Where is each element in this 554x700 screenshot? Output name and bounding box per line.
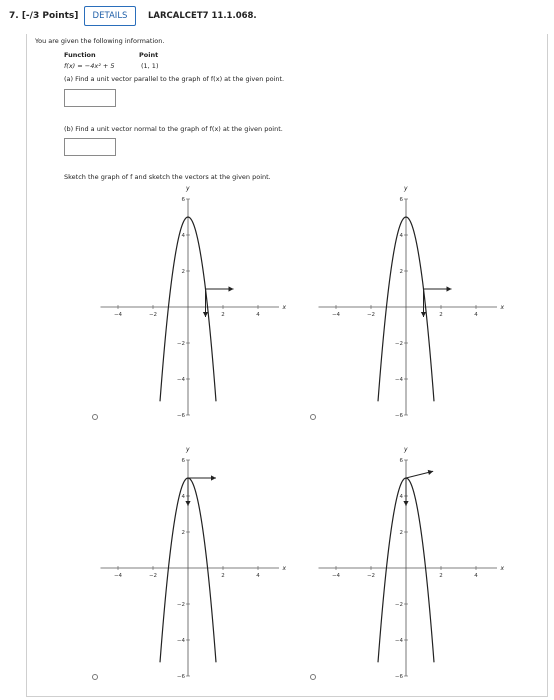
vector-arrow-head: [447, 286, 452, 291]
problem-code: LARCALCET7 11.1.068.: [148, 11, 257, 21]
function-value: f(x) = −4x² + 5: [64, 62, 115, 70]
vector-arrow-head: [211, 475, 216, 480]
y-tick-label: −4: [394, 638, 403, 644]
intro-text: You are given the following information.: [35, 37, 165, 45]
x-tick-label: −2: [366, 312, 376, 318]
y-tick-label: 4: [399, 233, 403, 239]
x-tick-label: 2: [221, 312, 225, 318]
x-tick-label: 2: [221, 573, 225, 579]
details-button[interactable]: DETAILS: [84, 6, 136, 26]
y-tick-label: −2: [176, 602, 185, 608]
x-tick-label: 4: [474, 312, 478, 318]
graph-option-3: [93, 443, 288, 683]
y-tick-label: −4: [394, 377, 403, 383]
graph-option-4: [311, 443, 506, 683]
y-axis-label: y: [186, 185, 190, 192]
part-b-prompt: (b) Find a unit vector normal to the graph of f(x) at the given point.: [64, 125, 283, 133]
y-tick-label: 4: [399, 494, 403, 500]
x-tick-label: −4: [331, 312, 341, 318]
x-tick-label: 4: [256, 573, 260, 579]
x-tick-label: −4: [113, 573, 123, 579]
y-tick-label: −6: [394, 674, 403, 680]
y-tick-label: 6: [399, 458, 403, 464]
option-3-radio[interactable]: [92, 674, 98, 680]
y-tick-label: 6: [181, 458, 185, 464]
x-tick-label: −2: [148, 573, 158, 579]
points-label: 7. [-/3 Points]: [9, 11, 79, 21]
x-axis-label: x: [282, 304, 287, 311]
part-a-prompt: (a) Find a unit vector parallel to the graph of f(x) at the given point.: [64, 75, 285, 83]
y-tick-label: −6: [176, 674, 185, 680]
y-tick-label: 2: [181, 269, 185, 275]
vector-arrow-head: [421, 312, 426, 317]
y-tick-label: −2: [394, 602, 403, 608]
y-tick-label: −4: [176, 377, 185, 383]
y-tick-label: 6: [181, 197, 185, 203]
x-tick-label: 2: [439, 573, 443, 579]
y-tick-label: 4: [181, 494, 185, 500]
part-a-answer-input[interactable]: [64, 89, 116, 107]
y-tick-label: −6: [394, 413, 403, 419]
x-tick-label: 4: [474, 573, 478, 579]
y-axis-label: y: [186, 446, 190, 453]
vector-arrow-head: [428, 470, 433, 475]
option-2-radio[interactable]: [310, 414, 316, 420]
x-tick-label: −2: [148, 312, 158, 318]
vector-arrow-head: [185, 501, 190, 506]
x-tick-label: −2: [366, 573, 376, 579]
x-axis-label: x: [282, 565, 287, 572]
x-tick-label: −4: [331, 573, 341, 579]
point-value: (1, 1): [141, 62, 159, 70]
y-tick-label: −2: [176, 341, 185, 347]
y-tick-label: 6: [399, 197, 403, 203]
x-tick-label: −4: [113, 312, 123, 318]
y-tick-label: −2: [394, 341, 403, 347]
graph-option-2: [311, 182, 506, 422]
vector-arrow-head: [203, 312, 208, 317]
function-header: Function: [64, 51, 96, 59]
graph-option-1: [93, 182, 288, 422]
y-tick-label: 2: [181, 530, 185, 536]
option-4-radio[interactable]: [310, 674, 316, 680]
vector-arrow-head: [403, 501, 408, 506]
part-b-answer-input[interactable]: [64, 138, 116, 156]
y-tick-label: 2: [399, 269, 403, 275]
vector-arrow-head: [229, 286, 234, 291]
x-axis-label: x: [500, 304, 505, 311]
option-1-radio[interactable]: [92, 414, 98, 420]
x-tick-label: 2: [439, 312, 443, 318]
x-axis-label: x: [500, 565, 505, 572]
question-header: [0, 0, 554, 34]
y-tick-label: 2: [399, 530, 403, 536]
y-tick-label: 4: [181, 233, 185, 239]
point-header: Point: [139, 51, 159, 59]
sketch-prompt: Sketch the graph of f and sketch the vectors at the given point.: [64, 173, 271, 181]
y-tick-label: −6: [176, 413, 185, 419]
x-tick-label: 4: [256, 312, 260, 318]
y-axis-label: y: [404, 446, 408, 453]
y-tick-label: −4: [176, 638, 185, 644]
y-axis-label: y: [404, 185, 408, 192]
